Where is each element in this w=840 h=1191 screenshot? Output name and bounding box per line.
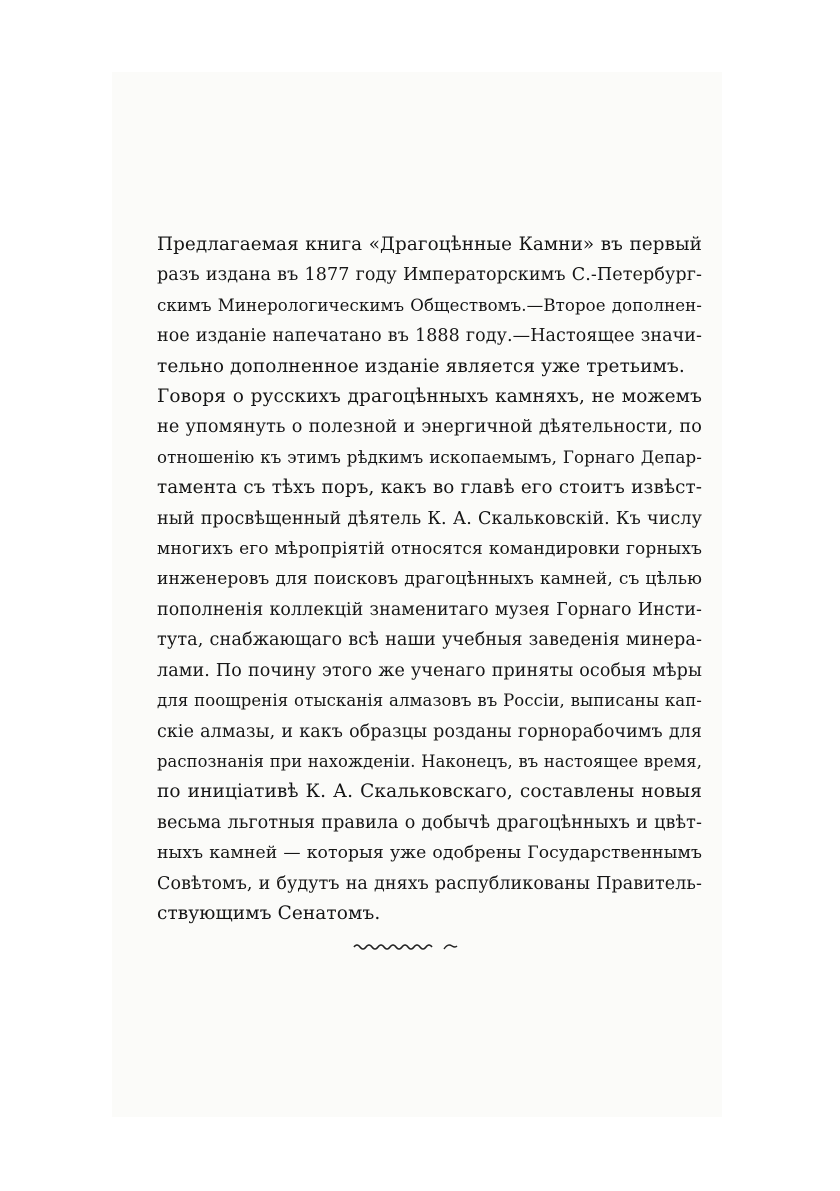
text-line: отношенію къ этимъ рѣдкимъ ископаемымъ, Горнаго Депар-	[157, 447, 702, 467]
text-line: весьма льготныя правила о добычѣ драгоцѣнныхъ и цвѣт-	[157, 812, 702, 833]
preface-text	[157, 230, 702, 929]
text-line: по иниціативѣ К. А. Скальковскаго, составлены новыя	[157, 781, 702, 803]
text-line: лами. По почину этого же ученаго приняты особыя мѣры	[157, 660, 702, 681]
paragraph-2	[157, 382, 702, 929]
text-line: Совѣтомъ, и будутъ на дняхъ распубликованы Правитель-	[157, 873, 702, 894]
text-line: тельно дополненное изданіе является уже третьимъ.	[157, 355, 685, 377]
wavy-line-ornament-icon	[352, 938, 458, 954]
text-line: скимъ Минерологическимъ Обществомъ.—Второе дополнен-	[157, 295, 702, 315]
text-line: Предлагаемая книга «Драгоцѣнные Камни» въ первый	[157, 234, 702, 255]
text-line: пополненія коллекцій знаменитаго музея Горнаго Инсти-	[157, 599, 702, 620]
text-line: разъ издана въ 1877 году Императорскимъ С.-Петербург-	[157, 265, 702, 286]
text-line: ствующимъ Сенатомъ.	[157, 902, 381, 924]
paragraph-1	[157, 230, 702, 382]
text-line: тута, снабжающаго всѣ наши учебныя заведенія минера-	[157, 630, 702, 651]
text-line: многихъ его мѣропріятій относятся командировки горныхъ	[157, 539, 702, 560]
text-line: Говоря о русскихъ драгоцѣнныхъ камняхъ, не можемъ	[157, 386, 702, 408]
text-line: ныхъ камней — которыя уже одобрены Государственнымъ	[157, 843, 702, 864]
text-line: для поощренія отысканія алмазовъ въ Россіи, выписаны кап-	[157, 691, 702, 711]
text-line: тамента съ тѣхъ поръ, какъ во главѣ его стоитъ извѣст-	[157, 477, 702, 499]
text-line: ный просвѣщенный дѣятель К. А. Скальковскій. Къ числу	[157, 508, 702, 529]
text-line: не упомянуть о полезной и энергичной дѣятельности, по	[157, 417, 702, 438]
text-line: ное изданіе напечатано въ 1888 году.—Настоящее значи-	[157, 326, 702, 347]
text-line: скіе алмазы, и какъ образцы розданы горнорабочимъ для	[157, 721, 702, 742]
text-line: инженеровъ для поисковъ драгоцѣнныхъ камней, съ цѣлью	[157, 569, 702, 590]
text-line: распознанія при нахожденіи. Наконецъ, въ настоящее время,	[157, 751, 702, 771]
